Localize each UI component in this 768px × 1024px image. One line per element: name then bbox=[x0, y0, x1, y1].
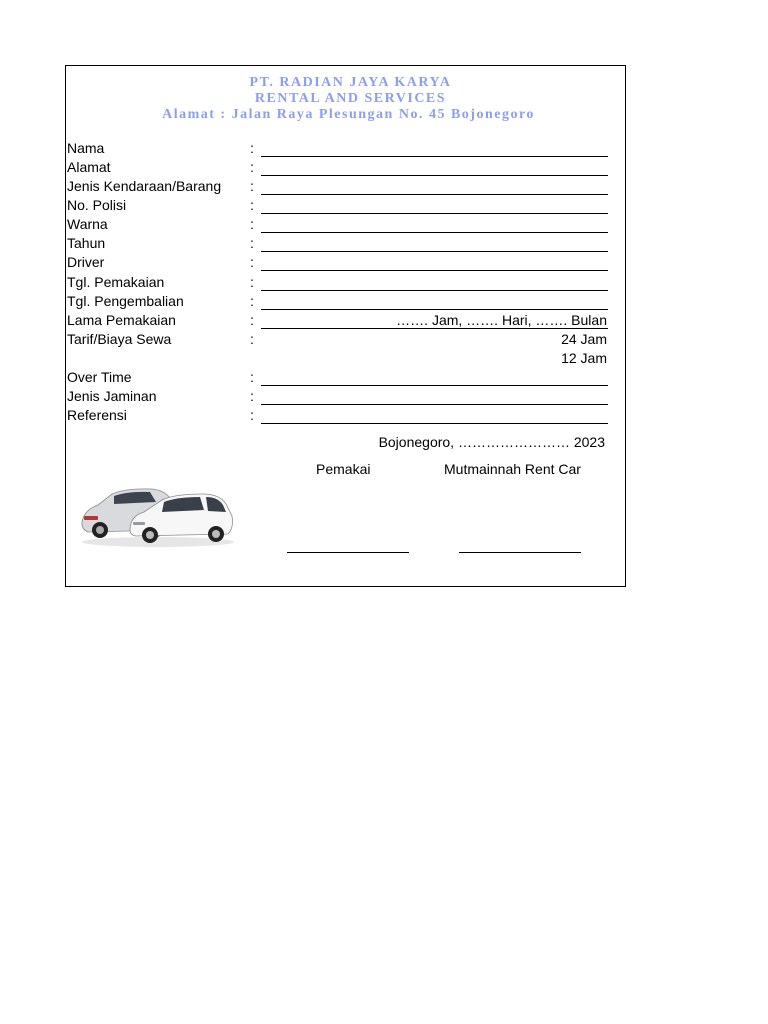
field-tahun bbox=[66, 234, 627, 253]
field-input-line[interactable] bbox=[261, 309, 608, 310]
field-over-time bbox=[66, 368, 627, 387]
tarif-24-jam: 24 Jam bbox=[561, 331, 607, 347]
company-name: PT. RADIAN JAYA KARYA bbox=[249, 75, 452, 90]
field-jenis-kendaraan bbox=[66, 177, 627, 196]
field-warna bbox=[66, 215, 627, 234]
field-driver bbox=[66, 253, 627, 272]
field-label: Tahun bbox=[67, 235, 106, 251]
field-input-line[interactable] bbox=[261, 290, 608, 291]
field-label: Lama Pemakaian bbox=[67, 312, 176, 328]
signature-line-pemakai[interactable] bbox=[287, 552, 409, 553]
rental-form bbox=[65, 65, 626, 587]
field-jenis-jaminan bbox=[66, 387, 627, 406]
field-colon: : bbox=[250, 235, 254, 251]
field-nama bbox=[66, 139, 627, 158]
field-input-line[interactable] bbox=[261, 156, 608, 157]
field-colon: : bbox=[250, 216, 254, 232]
lama-pemakaian-value: ……. Jam, ……. Hari, ……. Bulan bbox=[396, 312, 607, 328]
field-alamat bbox=[66, 158, 627, 177]
field-label: Warna bbox=[67, 216, 108, 232]
field-colon: : bbox=[250, 159, 254, 175]
field-colon: : bbox=[250, 274, 254, 290]
field-label: Jenis Kendaraan/Barang bbox=[67, 178, 222, 194]
signature-line-rental[interactable] bbox=[459, 552, 581, 553]
field-colon: : bbox=[250, 331, 254, 347]
field-label: Tarif/Biaya Sewa bbox=[67, 331, 172, 347]
field-input-line[interactable] bbox=[261, 194, 608, 195]
field-referensi bbox=[66, 406, 627, 425]
field-colon: : bbox=[250, 197, 254, 213]
field-colon: : bbox=[250, 254, 254, 270]
form-header bbox=[66, 75, 625, 123]
field-tgl-pengembalian bbox=[66, 292, 627, 311]
field-colon: : bbox=[250, 369, 254, 385]
field-input-line[interactable] bbox=[261, 404, 608, 405]
field-input-line[interactable] bbox=[261, 213, 608, 214]
signature-label-pemakai: Pemakai bbox=[316, 461, 371, 477]
field-colon: : bbox=[250, 388, 254, 404]
tarif-12-row bbox=[66, 349, 627, 368]
field-label: Nama bbox=[67, 140, 105, 156]
field-tarif bbox=[66, 330, 627, 349]
company-tagline: RENTAL AND SERVICES bbox=[254, 91, 447, 106]
field-label: Alamat bbox=[67, 159, 111, 175]
field-colon: : bbox=[250, 312, 254, 328]
field-colon: : bbox=[250, 407, 254, 423]
cars-image bbox=[78, 472, 238, 550]
signature-label-rental: Mutmainnah Rent Car bbox=[444, 461, 581, 477]
field-label: Tgl. Pemakaian bbox=[67, 274, 165, 290]
field-input-line[interactable] bbox=[261, 385, 608, 386]
field-label: No. Polisi bbox=[67, 197, 127, 213]
field-input-line[interactable] bbox=[261, 232, 608, 233]
tarif-12-jam: 12 Jam bbox=[561, 350, 607, 366]
field-no-polisi bbox=[66, 196, 627, 215]
field-tgl-pemakaian bbox=[66, 273, 627, 292]
field-input-line[interactable] bbox=[261, 251, 608, 252]
field-colon: : bbox=[250, 140, 254, 156]
field-input-line[interactable] bbox=[261, 175, 608, 176]
field-lama-pemakaian bbox=[66, 311, 627, 330]
field-label: Jenis Jaminan bbox=[67, 388, 157, 404]
field-input-line[interactable] bbox=[261, 270, 608, 271]
field-label: Driver bbox=[67, 254, 105, 270]
field-label: Tgl. Pengembalian bbox=[67, 293, 184, 309]
field-colon: : bbox=[250, 178, 254, 194]
field-input-line[interactable] bbox=[261, 423, 608, 424]
field-colon: : bbox=[250, 293, 254, 309]
field-label: Referensi bbox=[67, 407, 127, 423]
field-label: Over Time bbox=[67, 369, 132, 385]
company-address: Alamat : Jalan Raya Plesungan No. 45 Bojonegoro bbox=[162, 107, 535, 122]
place-date: Bojonegoro, …………………… 2023 bbox=[378, 434, 605, 450]
